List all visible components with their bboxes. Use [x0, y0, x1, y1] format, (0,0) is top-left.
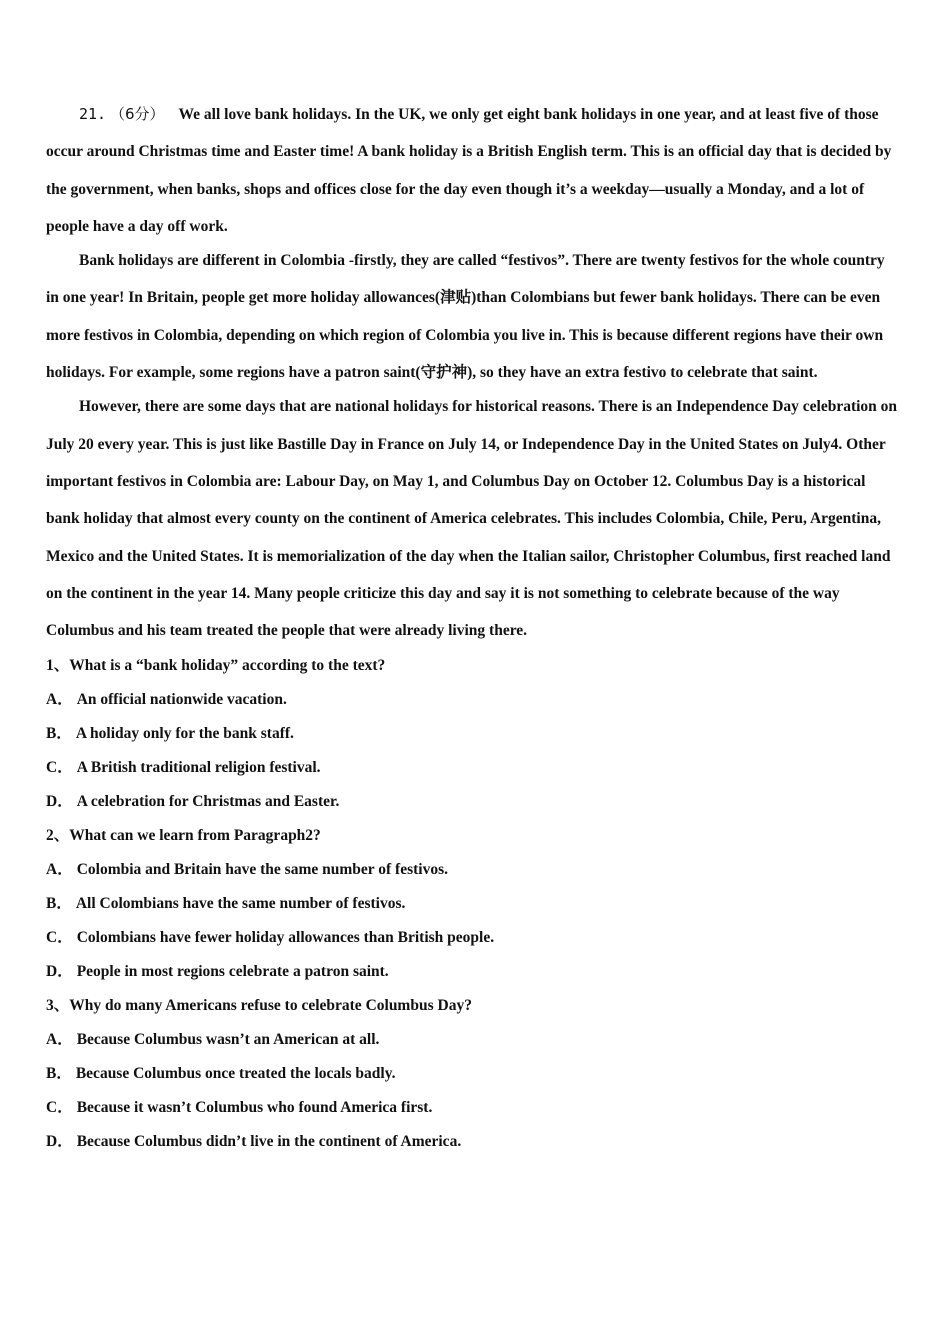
option-c[interactable]	[46, 921, 900, 955]
option-letter: D．	[46, 793, 73, 811]
option-letter: B．	[46, 725, 72, 743]
question-stem: 2、What can we learn from Paragraph2?	[46, 827, 321, 845]
option-b[interactable]	[46, 887, 900, 921]
option-d[interactable]	[46, 1125, 900, 1159]
option-text: People in most regions celebrate a patron saint.	[76, 963, 389, 981]
option-letter: B．	[46, 895, 72, 913]
option-b[interactable]	[46, 717, 900, 751]
option-text: Because Columbus once treated the locals badly.	[75, 1065, 396, 1083]
question-2	[46, 819, 900, 989]
option-c[interactable]	[46, 751, 900, 785]
option-text: Because Columbus wasn’t an American at all.	[76, 1031, 380, 1049]
passage-paragraph-3: However, there are some days that are national holidays for historical reasons. There is an Independence Day celebration on July 20 every year. This is just like Bastille Day in France on July 14, or Independence Day in the United States on July4. Other important festivos in Colombia are: Labour Day, on May 1, and Columbus Day on October 12. Columbus Day is a historical bank holiday that almost every county on the continent of America celebrates. This includes Colombia, Chile, Peru, Argentina, Mexico and the United States. It is memorialization of the day when the Italian sailor, Christopher Columbus, first reached land on the continent in the year 14. Many people criticize this day and say it is not something to celebrate because of the way Columbus and his team treated the people that were already living there.	[46, 398, 898, 640]
option-letter: D．	[46, 1133, 73, 1151]
reading-passage	[46, 96, 900, 649]
option-d[interactable]	[46, 785, 900, 819]
option-letter: D．	[46, 963, 73, 981]
option-letter: A．	[46, 1031, 73, 1049]
option-letter: B．	[46, 1065, 72, 1083]
question-stem: 3、Why do many Americans refuse to celebrate Columbus Day?	[46, 997, 472, 1015]
option-a[interactable]	[46, 683, 900, 717]
option-a[interactable]	[46, 853, 900, 887]
option-text: A British traditional religion festival.	[76, 759, 321, 777]
option-text: A holiday only for the bank staff.	[75, 725, 294, 743]
option-text: Colombia and Britain have the same number of festivos.	[76, 861, 448, 879]
option-letter: A．	[46, 691, 73, 709]
question-points: （6分）	[109, 105, 165, 123]
option-letter: C．	[46, 759, 73, 777]
option-letter: C．	[46, 929, 73, 947]
option-text: Because it wasn’t Columbus who found America first.	[76, 1099, 433, 1117]
option-b[interactable]	[46, 1057, 900, 1091]
option-text: Colombians have fewer holiday allowances than British people.	[76, 929, 495, 947]
option-text: All Colombians have the same number of festivos.	[75, 895, 406, 913]
option-letter: C．	[46, 1099, 73, 1117]
passage-paragraph-1	[46, 96, 900, 245]
paragraph-text: We all love bank holidays. In the UK, we only get eight bank holidays in one year, and at least five of those occur around Christmas time and Easter time! A bank holiday is a British English term. This is an official day that is decided by the government, when banks, shops and offices close for the day even though it’s a weekday—usually a Monday, and a lot of people have a day off work.	[46, 106, 892, 235]
question-3	[46, 989, 900, 1159]
question-number: 21.	[79, 105, 107, 123]
option-text: A celebration for Christmas and Easter.	[76, 793, 340, 811]
passage-paragraph-2: Bank holidays are different in Colombia -firstly, they are called “festivos”. There are twenty festivos for the whole country in one year! In Britain, people get more holiday allowances(津贴)than Colombians but fewer bank holidays. There can be even more festivos in Colombia, depending on which region of Colombia you live in. This is because different regions have their own holidays. For example, some regions have a patron saint(守护神), so they have an extra festivo to celebrate that saint.	[46, 252, 885, 382]
option-d[interactable]	[46, 955, 900, 989]
question-1	[46, 649, 900, 819]
option-letter: A．	[46, 861, 73, 879]
option-text: Because Columbus didn’t live in the continent of America.	[76, 1133, 462, 1151]
option-a[interactable]	[46, 1023, 900, 1057]
option-text: An official nationwide vacation.	[76, 691, 287, 709]
question-stem: 1、What is a “bank holiday” according to the text?	[46, 657, 386, 675]
option-c[interactable]	[46, 1091, 900, 1125]
